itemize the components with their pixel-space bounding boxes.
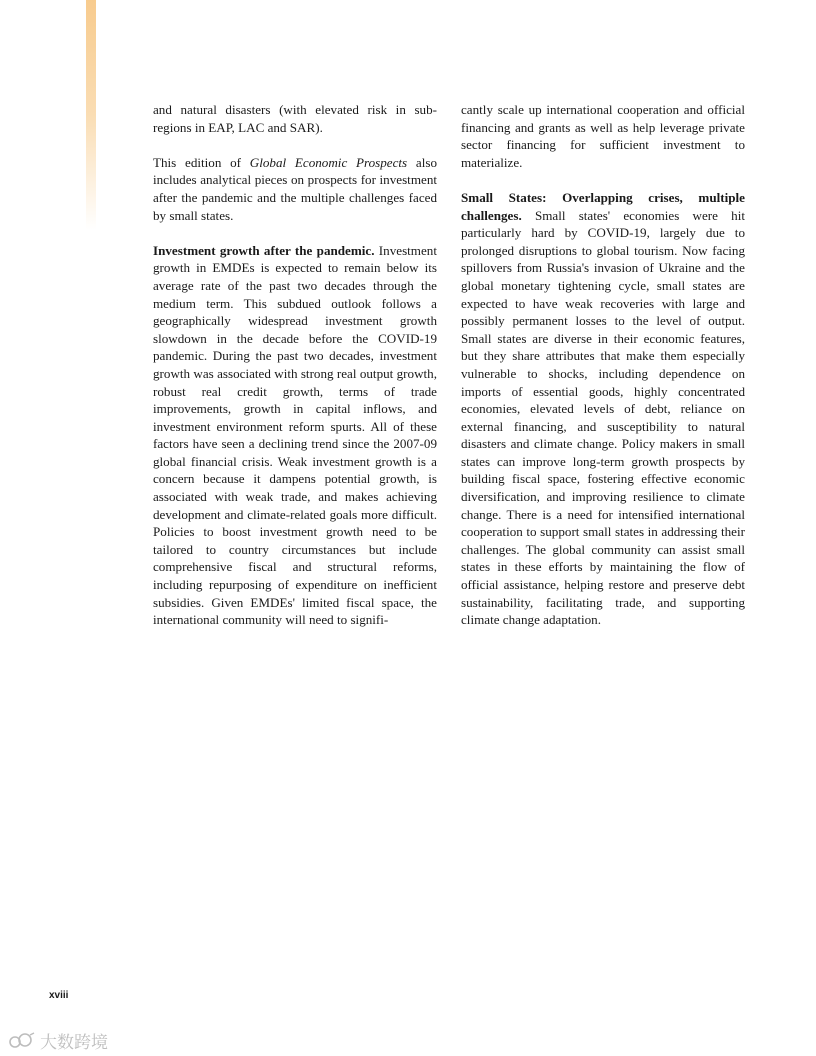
paragraph-small-states <box>461 189 745 629</box>
paragraph-text: and natural disasters (with elevated risk in sub-regions in EAP, LAC and SAR). <box>153 102 437 135</box>
paragraph-text: cantly scale up international cooperation and official financing and grants as well as help leverage private sector financing for sufficient investment to materialize. <box>461 102 745 170</box>
page-number: xviii <box>49 990 69 1001</box>
paragraph-continuation <box>461 101 745 171</box>
paragraph-edition-intro <box>153 154 437 224</box>
paragraph-text-rest: also includes analytical pieces on prospects for investment after the pandemic and the multiple challenges faced by small states. <box>153 154 437 223</box>
section-heading-investment: Investment growth after the pandemic. <box>153 242 375 258</box>
left-column <box>153 101 437 646</box>
section-heading-small-states: Small States: Overlapping crises, multiple challenges. <box>461 189 745 223</box>
watermark-text: 大数跨境 <box>40 1033 108 1053</box>
decorative-edge-band <box>86 0 96 230</box>
publication-title: Global Economic Prospects <box>249 154 408 170</box>
watermark <box>8 1028 108 1053</box>
right-column <box>461 101 745 646</box>
paragraph-investment-growth <box>153 242 437 629</box>
watermark-logo-icon <box>8 1031 36 1051</box>
paragraph-text: Investment growth in EMDEs is expected to remain below its average rate of the past two decades through the medium term. This subdued outlook follows a geographically widespread investment growth slowdown in the decade before the COVID-19 pandemic. During the past two decades, investment growth was associated with strong real output growth, robust real credit growth, terms of trade improvements, growth in capital inflows, and investment environment reform spurts. All of these factors have seen a declining trend since the 2007-09 global financial crisis. Weak investment growth is a concern because it dampens potential growth, is associated with weak trade, and makes achieving development and climate-related goals more difficult. Policies to boost investment growth need to be tailored to country circumstances but include comprehensive fiscal and structural reforms, including repurposing of expenditure on inefficient subsidies. Given EMDEs' limited fiscal space, the international community will need to signifi- <box>153 242 437 628</box>
paragraph-text: Small states' economies were hit particularly hard by COVID-19, largely due to prolonged disruptions to global tourism. Now facing spillovers from Russia's invasion of Ukraine and the global monetary tightening cycle, small states are expected to have weak recoveries with large and possibly permanent losses to the level of output. Small states are diverse in their economic features, but they share attributes that make them especially vulnerable to shocks, including dependence on imports of essential goods, highly concentrated economies, elevated levels of debt, reliance on external financing, and susceptibility to natural disasters and climate change. Policy makers in small states can improve long-term growth prospects by building fiscal space, fostering effective economic diversification, and improving resilience to climate change. There is a need for intensified international cooperation to support small states in addressing their challenges. The global community can assist small states in these efforts by maintaining the flow of official assistance, helping restore and preserve debt sustainability, facilitating trade, and supporting climate change adaptation. <box>461 207 745 628</box>
paragraph-text-lead: This edition of <box>153 154 250 170</box>
paragraph-natural-disasters <box>153 101 437 136</box>
